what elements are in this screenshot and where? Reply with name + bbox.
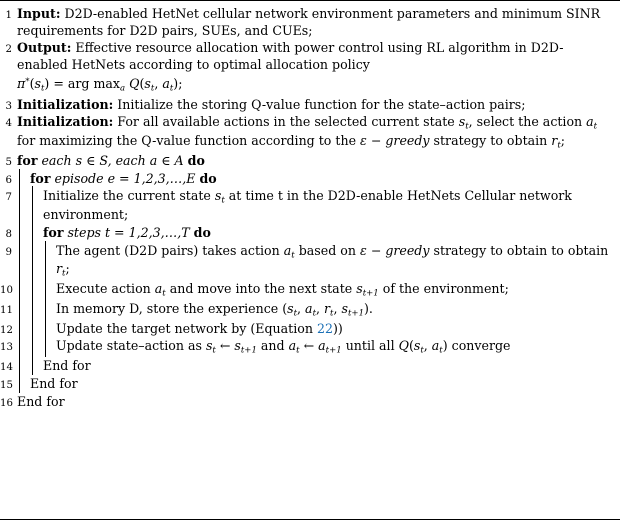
indent-guide (17, 171, 30, 188)
algorithm-line (0, 97, 614, 114)
line-number: 13 (0, 342, 13, 354)
line-number: 6 (5, 174, 12, 186)
indent-guide (30, 225, 43, 242)
line-content (56, 243, 614, 281)
line-text: In memory D, store the experience ($s_t$, $a_t$, $r_t$, $s_{t+1}$). (56, 300, 373, 319)
line-content (43, 225, 614, 242)
line-number: 7 (5, 192, 12, 204)
indent-guide (17, 188, 30, 224)
line-text: End for (17, 393, 65, 409)
algorithm-line (0, 338, 614, 357)
line-content (30, 376, 614, 393)
line-text: End for (30, 375, 78, 391)
algorithm-line (0, 188, 614, 224)
algorithm-line (0, 301, 614, 320)
line-number: 10 (0, 285, 13, 297)
line-text: Initialize the current state $s_t$ at time t in the D2D-enable HetNets Cellular network environment; (43, 188, 572, 223)
line-content (56, 338, 614, 357)
indent-guide (30, 338, 43, 357)
line-number: 16 (0, 397, 13, 409)
indent-guide (43, 321, 56, 338)
line-content (30, 171, 614, 188)
line-content (17, 114, 614, 152)
indent-guide (17, 376, 30, 393)
policy-equation: $\pi^*(s_t)$ = arg $\max_a Q(s_t$, $a_t$); (17, 75, 183, 94)
indent-guide (17, 338, 30, 357)
line-number: 9 (5, 246, 12, 258)
line-content (56, 281, 614, 300)
line-text: Initialization: For all available actions in the selected current state $s_t$, select the action $a_t$ for maximizing the Q-value function according to the ε − greedy strategy to obtain $r_t$; (17, 114, 598, 151)
line-text: Initialization: Initialize the storing Q-value function for the state–action pairs; (17, 96, 526, 112)
line-content (43, 358, 614, 375)
algorithm-line (0, 225, 614, 242)
line-content (56, 321, 614, 338)
indent-guide (17, 358, 30, 375)
algorithm-line (0, 394, 614, 411)
indent-guide (30, 188, 43, 224)
indent-guide (43, 301, 56, 320)
algorithm-line (0, 281, 614, 300)
line-number: 11 (0, 304, 13, 316)
line-text: Update state–action as $s_t$ ← $s_{t+1}$ and $a_t$ ← $a_{t+1}$ until all $Q(s_t$, $a_t$) converge (56, 338, 511, 356)
algorithm-line (0, 358, 614, 375)
algorithm-line (0, 376, 614, 393)
indent-guide (17, 225, 30, 242)
line-text: for steps t = 1,2,3,…,T do (43, 224, 211, 240)
line-text: The agent (D2D pairs) takes action $a_t$ based on ε − greedy strategy to obtain to obtain $r_t$; (56, 242, 609, 279)
line-number: 2 (5, 44, 12, 56)
line-number: 3 (5, 100, 12, 112)
line-number: 12 (0, 324, 13, 336)
algorithm-line (0, 6, 614, 39)
line-text: for episode e = 1,2,3,…,E do (30, 170, 217, 186)
algorithm-line (0, 114, 614, 152)
line-number: 5 (5, 156, 12, 168)
line-content (17, 97, 614, 114)
line-text: Input: D2D-enabled HetNet cellular network environment parameters and minimum SINR requirements for D2D pairs, SUEs, and CUEs; (17, 6, 601, 38)
indent-guide (30, 301, 43, 320)
line-text: for each s ∈ S, each a ∈ A do (17, 152, 205, 168)
line-content (43, 188, 614, 224)
algorithm-line (0, 171, 614, 188)
indent-guide (17, 243, 30, 281)
indent-guide (30, 281, 43, 300)
line-content (56, 301, 614, 320)
line-content (17, 6, 614, 39)
algorithm-line (0, 243, 614, 281)
line-text: Execute action $a_t$ and move into the next state $s_{t+1}$ of the environment; (56, 281, 509, 299)
line-text: Update the target network by (Equation 22)) (56, 320, 343, 336)
indent-guide (30, 243, 43, 281)
indent-guide (17, 321, 30, 338)
line-content (17, 394, 614, 411)
line-number: 1 (5, 10, 12, 21)
indent-guide (43, 338, 56, 357)
line-number: 14 (0, 362, 13, 374)
indent-guide (17, 281, 30, 300)
indent-guide (30, 321, 43, 338)
line-content (17, 40, 614, 95)
equation-reference-link[interactable]: 22 (316, 320, 333, 336)
line-number: 8 (5, 228, 12, 240)
indent-guide (30, 358, 43, 375)
algorithm-line (0, 153, 614, 170)
line-number: 15 (0, 379, 13, 391)
algorithm-line (0, 40, 614, 95)
line-content (17, 153, 614, 170)
line-number: 4 (5, 118, 12, 130)
top-rule (0, 0, 620, 1)
line-text: Output: Effective resource allocation with power control using RL algorithm in D2D-enabled HetNets according to optimal allocation policy (17, 40, 564, 73)
algorithm-line (0, 321, 614, 338)
indent-guide (43, 281, 56, 300)
line-text: End for (43, 358, 91, 374)
indent-guide (43, 243, 56, 281)
indent-guide (17, 301, 30, 320)
